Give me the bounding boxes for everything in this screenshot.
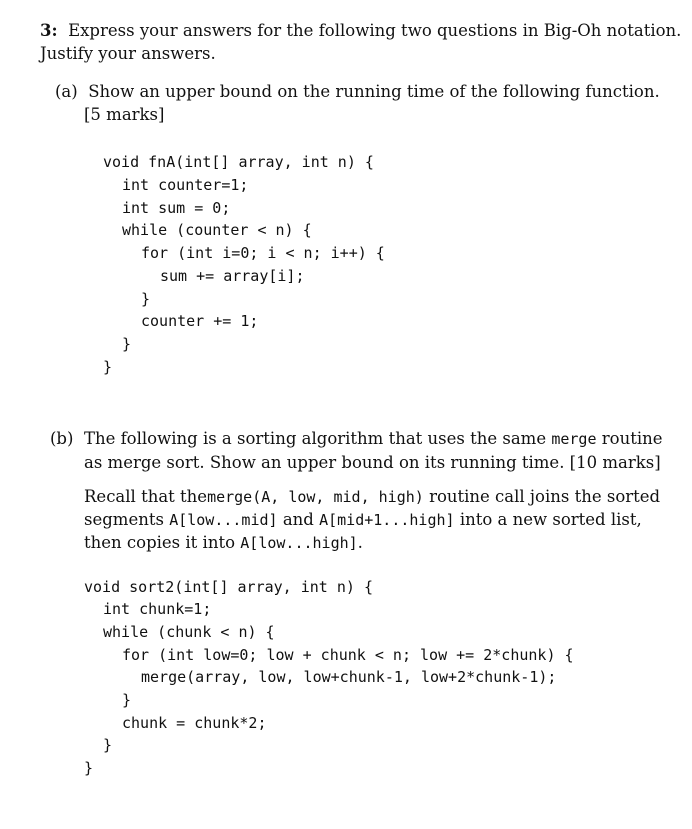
recall-line-2 (84, 508, 642, 532)
code-line: } (122, 691, 132, 709)
inline-code: merge(A, low, mid, high) (207, 488, 424, 506)
segments-text: segments (84, 510, 164, 529)
code-line: int chunk=1; (103, 600, 212, 618)
part-a-line-1 (55, 80, 660, 103)
inline-code: A[low...high] (240, 534, 358, 552)
code-line: while (chunk < n) { (103, 623, 275, 641)
question-text: Express your answers for the following two questions in Big-Oh notation. (68, 21, 682, 40)
code-line: sum += array[i]; (160, 267, 305, 285)
part-b-line-2: as merge sort. Show an upper bound on its running time. [10 marks] (84, 453, 661, 472)
part-a-prompt: Show an upper bound on the running time of the following function. (88, 82, 660, 101)
code-line: merge(array, low, low+chunk-1, low+2*chunk-1); (141, 668, 557, 686)
part-b-line-1 (50, 427, 663, 451)
recall-text: Recall that the (84, 487, 208, 506)
inline-code: A[low...mid] (169, 511, 278, 529)
code-line: int sum = 0; (122, 199, 231, 217)
code-line: for (int i=0; i < n; i++) { (141, 244, 385, 262)
code-line: counter += 1; (141, 312, 259, 330)
code-line: while (counter < n) { (122, 221, 312, 239)
segments-text-end: into a new sorted list, (459, 510, 642, 529)
question-line-2: Justify your answers. (40, 44, 216, 63)
code-line: } (103, 736, 113, 754)
part-b-prompt-end: routine (601, 429, 663, 448)
code-line: } (122, 335, 132, 353)
part-b-prompt: The following is a sorting algorithm that uses the same (83, 429, 547, 448)
code-line: int counter=1; (122, 176, 249, 194)
code-line: } (84, 759, 94, 777)
period: . (357, 533, 363, 552)
part-a-marks: [5 marks] (84, 105, 165, 124)
part-b-label: (b) (50, 429, 74, 448)
recall-line-3 (84, 531, 363, 555)
code-line: void sort2(int[] array, int n) { (84, 578, 373, 596)
question-line-1 (40, 19, 681, 42)
code-line: void fnA(int[] array, int n) { (103, 153, 374, 171)
copy-text: then copies it into (84, 533, 236, 552)
code-line: } (103, 358, 113, 376)
recall-text-end: routine call joins the sorted (429, 487, 661, 506)
and-text: and (282, 510, 314, 529)
recall-line-1 (84, 485, 660, 509)
code-line: for (int low=0; low + chunk < n; low += 2*chunk) { (122, 646, 574, 664)
code-line: } (141, 290, 151, 308)
inline-code: A[mid+1...high] (319, 511, 455, 529)
inline-code: merge (551, 430, 597, 448)
question-number: 3: (40, 21, 58, 40)
part-a-label: (a) (55, 82, 78, 101)
code-line: chunk = chunk*2; (122, 714, 267, 732)
